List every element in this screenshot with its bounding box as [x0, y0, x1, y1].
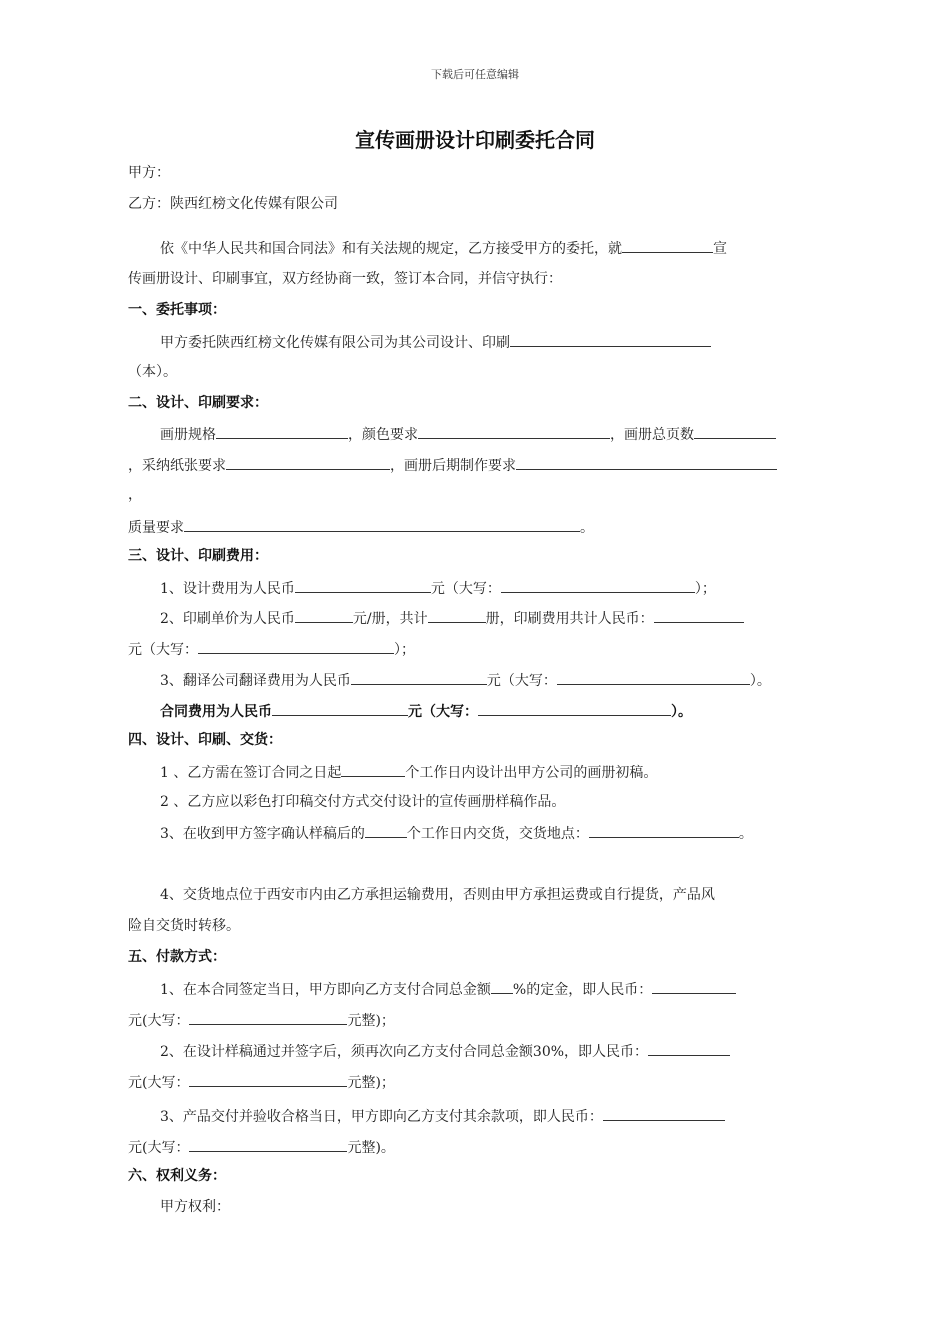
intro-line-2: 传画册设计、印刷事宜，双方经协商一致，签订本合同，并信守执行：	[128, 271, 562, 287]
party-b: 乙方：陕西红榜文化传媒有限公司	[128, 196, 338, 212]
section-2-heading: 二、设计、印刷要求：	[128, 395, 268, 411]
section-6-heading: 六、权利义务：	[128, 1168, 226, 1184]
s1-line-2: （本）。	[128, 364, 177, 380]
blank-quality	[184, 517, 580, 532]
s2-line-2: ，采纳纸张要求 ，画册后期制作要求	[128, 455, 777, 475]
s4-line-4: 4、交货地点位于西安市内由乙方承担运输费用，否则由甲方承担运费或自行提货，产品风	[160, 887, 715, 903]
blank-contract-total-words	[478, 701, 671, 716]
blank-deposit-amount	[652, 979, 736, 994]
blank-second-payment-words	[189, 1072, 347, 1087]
blank-copies	[428, 608, 486, 623]
blank-translation-fee-words	[557, 670, 750, 685]
s3-line-3: 元（大写： ）；	[128, 639, 415, 659]
blank-translation-fee	[351, 670, 487, 685]
s2-line-4: 质量要求 。	[128, 517, 594, 537]
s5-line-2: 元(大写： 元整)；	[128, 1010, 395, 1030]
intro-line-1: 依《中华人民共和国合同法》和有关法规的规定，乙方接受甲方的委托，就 宣	[160, 238, 727, 258]
s5-line-4: 元(大写： 元整)；	[128, 1072, 395, 1092]
s5-line-5: 3、产品交付并验收合格当日，甲方即向乙方支付其余款项，即人民币：	[160, 1106, 725, 1126]
s3-line-4: 3、翻译公司翻译费用为人民币 元（大写： ）。	[160, 670, 771, 690]
blank-intro	[622, 238, 713, 253]
blank-print-total	[654, 608, 744, 623]
s2-line-3: ，	[128, 487, 142, 503]
blank-delivery-place	[589, 823, 739, 838]
section-5-heading: 五、付款方式：	[128, 949, 226, 965]
s3-line-2: 2、印刷单价为人民币 元/册，共计 册，印刷费用共计人民币：	[160, 608, 744, 628]
blank-final-payment-words	[189, 1137, 347, 1152]
s4-line-1: 1 、乙方需在签订合同之日起 个工作日内设计出甲方公司的画册初稿。	[160, 762, 657, 782]
s2-line-1: 画册规格 ，颜色要求 ，画册总页数	[160, 424, 776, 444]
s3-line-1: 1、设计费用为人民币 元（大写： ）；	[160, 578, 716, 598]
blank-second-payment	[648, 1041, 730, 1056]
blank-draft-days	[341, 762, 405, 777]
s5-line-3: 2、在设计样稿通过并签字后，须再次向乙方支付合同总金额30%，即人民币：	[160, 1041, 730, 1061]
s4-line-2: 2 、乙方应以彩色打印稿交付方式交付设计的宣传画册样稿作品。	[160, 794, 566, 810]
s6-line-1: 甲方权利：	[160, 1199, 230, 1215]
blank-deposit-words	[189, 1010, 347, 1025]
blank-deposit-percent	[491, 979, 513, 994]
party-a: 甲方：	[128, 165, 170, 181]
section-4-heading: 四、设计、印刷、交货：	[128, 732, 282, 748]
s3-total-line: 合同费用为人民币 元（大写： ）。	[160, 701, 692, 721]
blank-pages	[694, 424, 776, 439]
s4-line-5: 险自交货时转移。	[128, 918, 240, 934]
blank-unit-price	[295, 608, 353, 623]
blank-paper	[226, 455, 390, 470]
blank-design-fee-words	[501, 578, 695, 593]
s5-line-6: 元(大写： 元整)。	[128, 1137, 395, 1157]
s5-line-1: 1、在本合同签定当日，甲方即向乙方支付合同总金额 %的定金，即人民币：	[160, 979, 736, 999]
blank-spec	[216, 424, 348, 439]
s4-line-3: 3、在收到甲方签字确认样稿后的 个工作日内交货，交货地点： 。	[160, 823, 753, 843]
blank-print-total-words	[198, 639, 394, 654]
blank-delivery-days	[365, 823, 407, 838]
blank-contract-total	[272, 701, 408, 716]
s1-line-1: 甲方委托陕西红榜文化传媒有限公司为其公司设计、印刷	[160, 332, 711, 352]
blank-final-payment	[603, 1106, 725, 1121]
blank-post	[516, 455, 777, 470]
blank-quantity	[510, 332, 711, 347]
section-1-heading: 一、委托事项：	[128, 302, 226, 318]
blank-design-fee	[295, 578, 431, 593]
header-note: 下载后可任意编辑	[431, 68, 519, 81]
blank-color	[418, 424, 610, 439]
section-3-heading: 三、设计、印刷费用：	[128, 548, 268, 564]
contract-title: 宣传画册设计印刷委托合同	[355, 128, 595, 152]
